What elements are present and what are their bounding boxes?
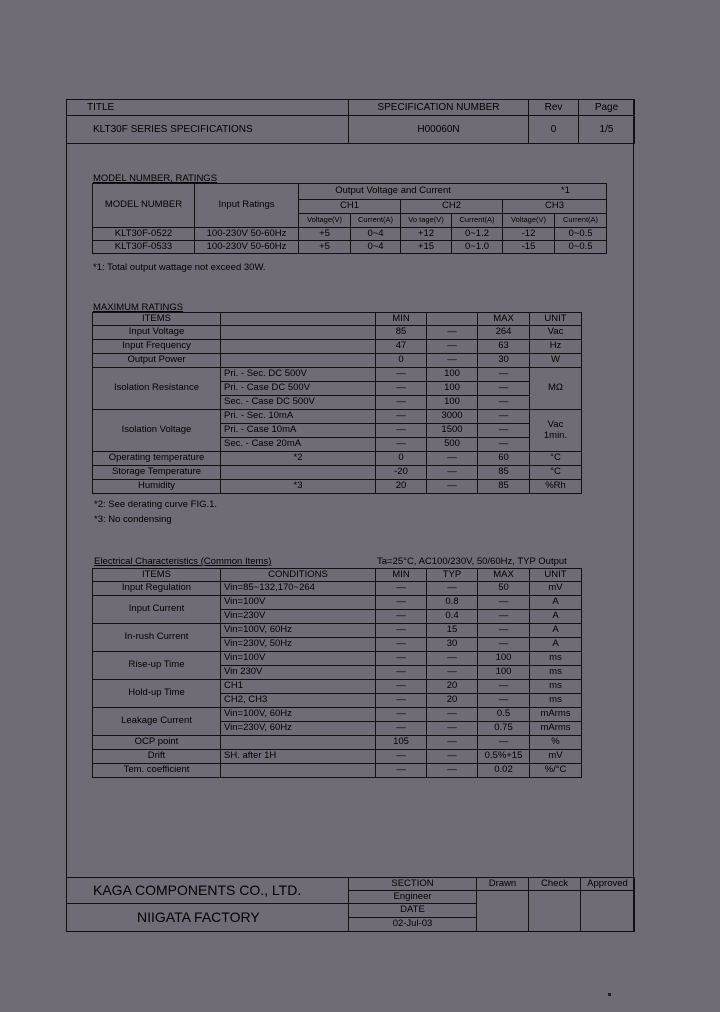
check-sign bbox=[529, 891, 581, 932]
max-cell: — bbox=[478, 438, 530, 452]
max-cell: — bbox=[478, 596, 530, 610]
condition-cell: Vin=230V, 60Hz bbox=[221, 722, 376, 736]
item-label: Input Frequency bbox=[93, 340, 221, 354]
typ-cell: — bbox=[427, 736, 478, 750]
table-row bbox=[93, 652, 582, 666]
condition-cell: Vin 230V bbox=[221, 666, 376, 680]
max-cell: — bbox=[478, 736, 530, 750]
title-label: TITLE bbox=[67, 100, 349, 116]
typ-cell: — bbox=[427, 452, 478, 466]
value-cell: 0~0.5 bbox=[555, 228, 607, 241]
max-cell: — bbox=[478, 610, 530, 624]
item-label: Tem. coefficient bbox=[93, 764, 221, 778]
section-label: SECTION bbox=[349, 878, 477, 891]
unit-cell: %/°C bbox=[530, 764, 582, 778]
ch3-header: CH3 bbox=[503, 200, 607, 214]
max-cell: — bbox=[478, 638, 530, 652]
sub-voltage-1: Voltage(V) bbox=[299, 214, 351, 228]
condition-cell: CH1 bbox=[221, 680, 376, 694]
typ-cell: 0.8 bbox=[427, 596, 478, 610]
typ-cell: 500 bbox=[427, 438, 478, 452]
sub-voltage-3: Voltage(V) bbox=[503, 214, 555, 228]
ch2-header: CH2 bbox=[401, 200, 503, 214]
condition-cell: Vin=100V, 60Hz bbox=[221, 624, 376, 638]
typ-cell: — bbox=[427, 708, 478, 722]
value-cell: +5 bbox=[299, 228, 351, 241]
approved-sign bbox=[581, 891, 635, 932]
sub-current-3: Current(A) bbox=[555, 214, 607, 228]
value-cell: 0~1.2 bbox=[452, 228, 503, 241]
typ-cell: — bbox=[427, 652, 478, 666]
max-cell: 264 bbox=[478, 326, 530, 340]
min-cell: — bbox=[376, 624, 427, 638]
note-2: *2: See derating curve FIG.1. bbox=[94, 499, 218, 510]
conditions-header: CONDITIONS bbox=[221, 569, 376, 582]
value-cell: 0~4 bbox=[351, 241, 401, 254]
value-cell: 0~4 bbox=[351, 228, 401, 241]
min-cell: — bbox=[376, 666, 427, 680]
min-cell: — bbox=[376, 638, 427, 652]
drawn-sign bbox=[477, 891, 529, 932]
engineer-label: Engineer bbox=[349, 891, 477, 904]
unit-cell: °C bbox=[530, 452, 582, 466]
model-section-title: MODEL NUMBER, RATINGS bbox=[93, 173, 218, 184]
factory-name: NIIGATA FACTORY bbox=[67, 904, 349, 932]
condition-cell: Pri. - Sec. DC 500V bbox=[221, 368, 376, 382]
unit-cell: ms bbox=[530, 666, 582, 680]
condition-cell: Vin=100V bbox=[221, 596, 376, 610]
typ-cell: — bbox=[427, 582, 478, 596]
item-label: Storage Temperature bbox=[93, 466, 221, 480]
max-cell: 100 bbox=[478, 652, 530, 666]
spec-number-value: H00060N bbox=[349, 116, 529, 144]
typ-cell: 0.4 bbox=[427, 610, 478, 624]
min-cell: — bbox=[376, 680, 427, 694]
min-cell: 0 bbox=[376, 354, 427, 368]
date-value: 02-Jul-03 bbox=[349, 918, 477, 932]
max-cell: — bbox=[478, 624, 530, 638]
item-label: Input Voltage bbox=[93, 326, 221, 340]
unit-cell: W bbox=[530, 354, 582, 368]
title-block bbox=[66, 99, 635, 144]
typ-cell: — bbox=[427, 764, 478, 778]
approved-label: Approved bbox=[581, 878, 635, 891]
company-name: KAGA COMPONENTS CO., LTD. bbox=[67, 878, 349, 904]
typ-cell: 30 bbox=[427, 638, 478, 652]
sub-voltage-2: Vo tage(V) bbox=[401, 214, 452, 228]
value-cell: +12 bbox=[401, 228, 452, 241]
electrical-section-title: Electrical Characteristics (Common Items) bbox=[94, 556, 272, 567]
item-label: Rise-up Time bbox=[93, 652, 221, 680]
model-cell: KLT30F-0533 bbox=[93, 241, 195, 254]
model-ratings-table bbox=[92, 183, 607, 254]
min-cell: 0 bbox=[376, 452, 427, 466]
condition-cell: Pri. - Case 10mA bbox=[221, 424, 376, 438]
min-cell: — bbox=[376, 652, 427, 666]
table-row bbox=[93, 410, 582, 424]
title-value: KLT30F SERIES SPECIFICATIONS bbox=[67, 116, 349, 144]
value-cell: 0~1.0 bbox=[452, 241, 503, 254]
input-cell: 100-230V 50-60Hz bbox=[195, 241, 299, 254]
unit-header: UNIT bbox=[530, 313, 582, 326]
item-label: Isolation Resistance bbox=[93, 368, 221, 410]
table-row bbox=[93, 480, 582, 494]
table-row bbox=[93, 764, 582, 778]
condition-cell: Vin=85~132,170~264 bbox=[221, 582, 376, 596]
min-cell: 47 bbox=[376, 340, 427, 354]
min-cell: — bbox=[376, 750, 427, 764]
max-cell: — bbox=[478, 424, 530, 438]
page-label: Page bbox=[579, 100, 635, 116]
typ-cell: — bbox=[427, 466, 478, 480]
min-cell: 85 bbox=[376, 326, 427, 340]
item-label: Humidity bbox=[93, 480, 221, 494]
value-cell: -15 bbox=[503, 241, 555, 254]
min-cell: — bbox=[376, 708, 427, 722]
min-cell: — bbox=[376, 764, 427, 778]
unit-cell bbox=[530, 410, 582, 452]
date-label: DATE bbox=[349, 904, 477, 918]
table-row bbox=[93, 368, 582, 382]
max-cell: 30 bbox=[478, 354, 530, 368]
typ-cell: — bbox=[427, 750, 478, 764]
note-ref: *1 bbox=[560, 185, 570, 197]
condition-cell: Pri. - Sec. 10mA bbox=[221, 410, 376, 424]
item-label: Drift bbox=[93, 750, 221, 764]
scan-mark bbox=[608, 993, 611, 996]
condition-cell: *2 bbox=[221, 452, 376, 466]
note-3: *3: No condensing bbox=[94, 514, 172, 525]
max-cell: 100 bbox=[478, 666, 530, 680]
spec-number-label: SPECIFICATION NUMBER bbox=[349, 100, 529, 116]
value-cell: +5 bbox=[299, 241, 351, 254]
min-cell: — bbox=[376, 722, 427, 736]
min-cell: — bbox=[376, 582, 427, 596]
max-cell: 0.02 bbox=[478, 764, 530, 778]
unit-line: 1min. bbox=[543, 429, 568, 441]
typ-cell: — bbox=[427, 722, 478, 736]
typ-cell: 100 bbox=[427, 396, 478, 410]
item-label: Input Current bbox=[93, 596, 221, 624]
min-cell: -20 bbox=[376, 466, 427, 480]
unit-cell: mV bbox=[530, 582, 582, 596]
unit-cell: Hz bbox=[530, 340, 582, 354]
unit-cell: ms bbox=[530, 680, 582, 694]
unit-cell: A bbox=[530, 638, 582, 652]
items-header: ITEMS bbox=[93, 569, 221, 582]
electrical-table bbox=[92, 568, 582, 778]
max-cell: 0.5%+15 bbox=[478, 750, 530, 764]
table-row bbox=[93, 750, 582, 764]
electrical-conditions: Ta=25°C, AC100/230V, 50/60Hz, TYP Output bbox=[377, 556, 567, 567]
item-label: Input Regulation bbox=[93, 582, 221, 596]
max-cell: 60 bbox=[478, 452, 530, 466]
table-row bbox=[93, 466, 582, 480]
item-label: Leakage Current bbox=[93, 708, 221, 736]
min-cell: — bbox=[376, 368, 427, 382]
unit-cell: Vac bbox=[530, 326, 582, 340]
item-label: Hold-up Time bbox=[93, 680, 221, 708]
max-cell: — bbox=[478, 410, 530, 424]
table-row bbox=[93, 228, 607, 241]
typ-cell: — bbox=[427, 354, 478, 368]
min-cell: 20 bbox=[376, 480, 427, 494]
typ-header bbox=[427, 313, 478, 326]
table-row bbox=[93, 736, 582, 750]
min-header: MIN bbox=[376, 313, 427, 326]
unit-cell: %Rh bbox=[530, 480, 582, 494]
min-header: MIN bbox=[376, 569, 427, 582]
table-row bbox=[93, 340, 582, 354]
col-model: MODEL NUMBER bbox=[93, 184, 195, 228]
item-label: Isolation Voltage bbox=[93, 410, 221, 452]
condition-cell: *3 bbox=[221, 480, 376, 494]
min-cell: — bbox=[376, 694, 427, 708]
unit-header: UNIT bbox=[530, 569, 582, 582]
ch1-header: CH1 bbox=[299, 200, 401, 214]
condition-cell: Vin=230V bbox=[221, 610, 376, 624]
maximum-section-title: MAXIMUM RATINGS bbox=[93, 302, 184, 313]
drawn-label: Drawn bbox=[477, 878, 529, 891]
typ-cell: — bbox=[427, 340, 478, 354]
maximum-ratings-table bbox=[92, 312, 582, 494]
unit-cell: mArms bbox=[530, 722, 582, 736]
max-cell: 85 bbox=[478, 466, 530, 480]
min-cell: — bbox=[376, 610, 427, 624]
item-label: OCP point bbox=[93, 736, 221, 750]
col-output: Output Voltage and Current *1 bbox=[299, 184, 607, 200]
condition-cell bbox=[221, 466, 376, 480]
input-cell: 100-230V 50-60Hz bbox=[195, 228, 299, 241]
typ-cell: 100 bbox=[427, 368, 478, 382]
condition-cell: Pri. - Case DC 500V bbox=[221, 382, 376, 396]
max-cell: 0.75 bbox=[478, 722, 530, 736]
value-cell: -12 bbox=[503, 228, 555, 241]
condition-cell bbox=[221, 736, 376, 750]
table-row bbox=[93, 624, 582, 638]
table-row bbox=[93, 354, 582, 368]
condition-cell: Vin=100V bbox=[221, 652, 376, 666]
item-label: Operating temperature bbox=[93, 452, 221, 466]
max-cell: — bbox=[478, 396, 530, 410]
rev-label: Rev bbox=[529, 100, 579, 116]
table-row bbox=[93, 582, 582, 596]
unit-cell: mV bbox=[530, 750, 582, 764]
table-row bbox=[93, 708, 582, 722]
items-header: ITEMS bbox=[93, 313, 221, 326]
unit-cell: A bbox=[530, 624, 582, 638]
table-row bbox=[93, 596, 582, 610]
max-cell: 63 bbox=[478, 340, 530, 354]
table-row bbox=[93, 326, 582, 340]
item-label: In-rush Current bbox=[93, 624, 221, 652]
value-cell: 0~0.5 bbox=[555, 241, 607, 254]
unit-cell: A bbox=[530, 596, 582, 610]
item-label: Output Power bbox=[93, 354, 221, 368]
min-cell: — bbox=[376, 596, 427, 610]
footer-block bbox=[66, 877, 635, 932]
unit-cell: MΩ bbox=[530, 368, 582, 410]
typ-header: TYP bbox=[427, 569, 478, 582]
max-cell: — bbox=[478, 368, 530, 382]
max-cell: 85 bbox=[478, 480, 530, 494]
min-cell: — bbox=[376, 424, 427, 438]
max-header: MAX bbox=[478, 313, 530, 326]
min-cell: — bbox=[376, 438, 427, 452]
unit-line: Vac bbox=[547, 419, 564, 431]
typ-cell: 20 bbox=[427, 680, 478, 694]
typ-cell: — bbox=[427, 326, 478, 340]
unit-cell: ms bbox=[530, 652, 582, 666]
unit-cell: A bbox=[530, 610, 582, 624]
unit-cell: mArms bbox=[530, 708, 582, 722]
max-cell: 0.5 bbox=[478, 708, 530, 722]
condition-cell: Sec. - Case DC 500V bbox=[221, 396, 376, 410]
typ-cell: — bbox=[427, 480, 478, 494]
table-row bbox=[93, 680, 582, 694]
col-input: Input Ratings bbox=[195, 184, 299, 228]
model-note: *1: Total output wattage not exceed 30W. bbox=[93, 262, 266, 273]
model-cell: KLT30F-0522 bbox=[93, 228, 195, 241]
sub-current-2: Current(A) bbox=[452, 214, 503, 228]
check-label: Check bbox=[529, 878, 581, 891]
unit-cell: % bbox=[530, 736, 582, 750]
condition-cell: SH. after 1H bbox=[221, 750, 376, 764]
typ-cell: 3000 bbox=[427, 410, 478, 424]
value-cell: +15 bbox=[401, 241, 452, 254]
typ-cell: 100 bbox=[427, 382, 478, 396]
typ-cell: 1500 bbox=[427, 424, 478, 438]
page-value: 1/5 bbox=[579, 116, 635, 144]
unit-cell: ms bbox=[530, 694, 582, 708]
conditions-header bbox=[221, 313, 376, 326]
max-cell: 50 bbox=[478, 582, 530, 596]
table-row bbox=[93, 452, 582, 466]
min-cell: — bbox=[376, 410, 427, 424]
max-cell: — bbox=[478, 680, 530, 694]
unit-cell: °C bbox=[530, 466, 582, 480]
max-cell: — bbox=[478, 382, 530, 396]
table-row bbox=[93, 241, 607, 254]
min-cell: — bbox=[376, 382, 427, 396]
min-cell: — bbox=[376, 396, 427, 410]
sub-current-1: Current(A) bbox=[351, 214, 401, 228]
rev-value: 0 bbox=[529, 116, 579, 144]
condition-cell: CH2, CH3 bbox=[221, 694, 376, 708]
condition-cell: Vin=100V, 60Hz bbox=[221, 708, 376, 722]
condition-cell: Vin=230V, 50Hz bbox=[221, 638, 376, 652]
typ-cell: 20 bbox=[427, 694, 478, 708]
condition-cell: Sec. - Case 20mA bbox=[221, 438, 376, 452]
min-cell: 105 bbox=[376, 736, 427, 750]
max-cell: — bbox=[478, 694, 530, 708]
typ-cell: — bbox=[427, 666, 478, 680]
max-header: MAX bbox=[478, 569, 530, 582]
condition-cell bbox=[221, 764, 376, 778]
typ-cell: 15 bbox=[427, 624, 478, 638]
